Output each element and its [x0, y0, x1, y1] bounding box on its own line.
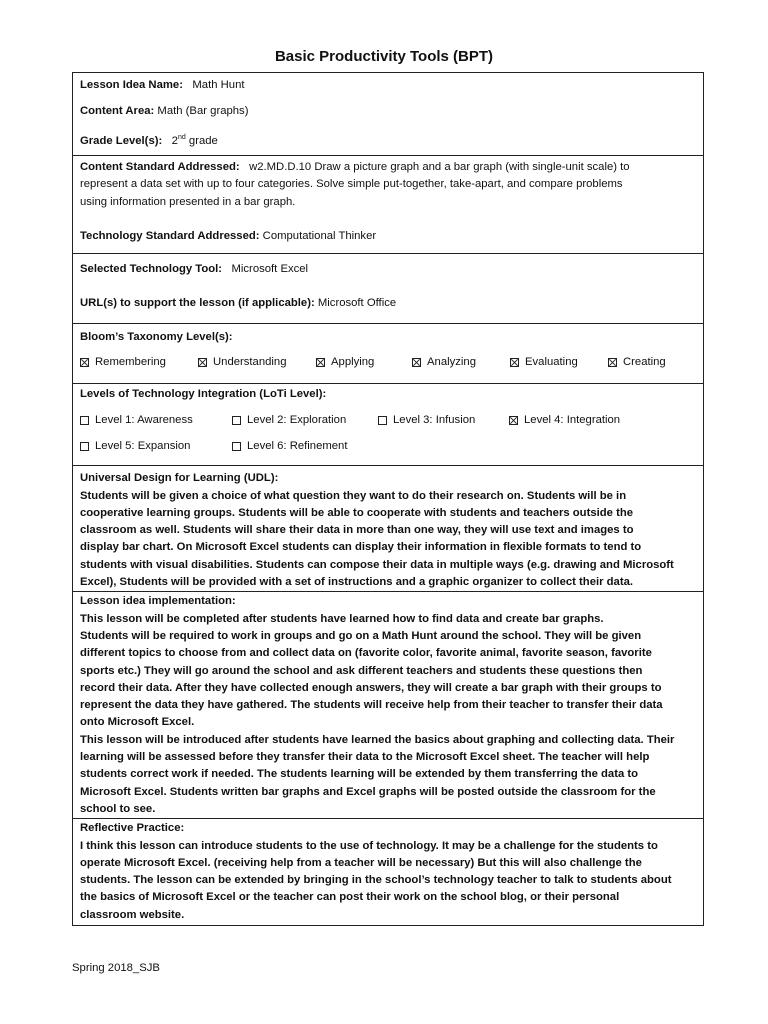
unchecked-box-icon [232, 416, 241, 425]
udl-line: classroom as well. Students will share their data in more than one way, they will use text and images to [80, 524, 634, 537]
content-standard-line-3: using information presented in a bar graph. [80, 195, 296, 208]
udl-line: Excel), Students will be provided with a set of instructions and a graphic organizer to collect their data. [80, 576, 634, 589]
grade-level-suffix-sup: nd [177, 134, 186, 141]
reflective-line: operate Microsoft Excel. (receiving help from a teacher will be necessary) But this will also challenge the [80, 856, 642, 869]
unchecked-box-icon [232, 442, 241, 451]
blooms-checkbox-understanding[interactable] [198, 354, 316, 371]
blooms-label-applying: Applying [331, 356, 375, 369]
implementation-line: Microsoft Excel. Students written bar graphs and Excel graphs will be posted outside the classroom for the [80, 785, 656, 798]
checked-box-icon [509, 416, 518, 425]
blooms-checkbox-evaluating[interactable] [510, 354, 608, 371]
loti-checkbox-level-1[interactable] [80, 412, 232, 429]
content-standard-line-1: w2.MD.D.10 Draw a picture graph and a bar graph (with single-unit scale) to [249, 161, 630, 173]
udl-line: students with visual disabilities. Students can compose their data in multiple ways (e.g. drawing and Microsoft [80, 558, 674, 571]
grade-level-word: grade [188, 134, 218, 147]
grade-level-label: Grade Level(s): [80, 134, 163, 147]
tool-value: Microsoft Excel [231, 263, 309, 276]
lesson-form [72, 72, 704, 926]
url-row [80, 295, 696, 312]
blooms-section [73, 323, 703, 384]
loti-checkbox-level-4[interactable] [509, 412, 620, 429]
reflective-section [73, 818, 703, 925]
implementation-line: sports etc.) They will go around the school and ask different teachers and students these questions then [80, 664, 643, 677]
loti-label: Levels of Technology Integration (LoTi Level): [80, 388, 327, 401]
page-title: Basic Productivity Tools (BPT) [274, 48, 494, 65]
loti-section [73, 383, 703, 465]
tech-standard-label: Technology Standard Addressed: [80, 229, 260, 242]
loti-label-level-6: Level 6: Refinement [247, 439, 348, 452]
url-label: URL(s) to support the lesson (if applicable): [80, 297, 315, 310]
blooms-label-creating: Creating [623, 356, 666, 369]
implementation-line: onto Microsoft Excel. [80, 716, 195, 729]
checked-box-icon [608, 358, 617, 367]
implementation-line: learning will be assessed before they transfer their data to the Microsoft Excel sheet. The teacher will help [80, 751, 650, 764]
tool-label: Selected Technology Tool: [80, 263, 223, 276]
lesson-idea-label: Lesson Idea Name: [80, 79, 183, 91]
udl-section [73, 465, 703, 591]
loti-label-level-5: Level 5: Expansion [95, 439, 191, 452]
loti-row-2 [80, 438, 696, 455]
checked-box-icon [510, 358, 519, 367]
content-area-row [80, 103, 696, 129]
standards-section [73, 155, 703, 253]
checked-box-icon [412, 358, 421, 367]
content-area-value: Math (Bar graphs) [157, 105, 249, 117]
implementation-line: school to see. [80, 802, 156, 815]
content-standard-line-2: represent a data set with up to four categories. Solve simple put-together, take-apart, and compare problems [80, 178, 623, 191]
implementation-line: students correct work if needed. The students learning will be extended by them transferring the data to [80, 768, 639, 781]
implementation-line: record their data. After they have collected enough answers, they will create a bar graph with their groups to [80, 681, 662, 694]
loti-label-level-1: Level 1: Awareness [95, 413, 193, 426]
tool-row [80, 261, 696, 278]
blooms-label-analyzing: Analyzing [427, 356, 476, 369]
blooms-checkbox-applying[interactable] [316, 354, 412, 371]
blooms-label-evaluating: Evaluating [525, 356, 578, 369]
reflective-label: Reflective Practice: [80, 822, 185, 835]
reflective-line: classroom website. [80, 908, 185, 921]
blooms-label-understanding: Understanding [213, 356, 287, 369]
lesson-idea-row [80, 77, 696, 103]
udl-line: Students will be given a choice of what question they want to do their research on. Students will be in [80, 489, 627, 502]
unchecked-box-icon [80, 416, 89, 425]
loti-checkbox-level-3[interactable] [378, 412, 509, 429]
lesson-idea-value: Math Hunt [192, 79, 245, 91]
grade-level-row [80, 129, 696, 149]
loti-checkbox-level-2[interactable] [232, 412, 378, 429]
loti-label-level-3: Level 3: Infusion [393, 413, 476, 426]
tool-section [73, 253, 703, 323]
implementation-line: This lesson will be introduced after students have learned the basics about graphing and collecting data. Their [80, 733, 675, 746]
blooms-checkbox-creating[interactable] [608, 354, 666, 371]
udl-line: cooperative learning groups. Students will be able to cooperate with students and teachers outside the [80, 506, 634, 519]
page-footer: Spring 2018_SJB [72, 962, 160, 974]
reflective-line: the basics of Microsoft Excel or the teacher can post their work on the school blog, or their personal [80, 891, 620, 904]
loti-checkbox-level-5[interactable] [80, 438, 232, 455]
loti-label-level-4: Level 4: Integration [524, 413, 621, 426]
loti-row-1 [80, 412, 696, 429]
unchecked-box-icon [80, 442, 89, 451]
udl-line: display bar chart. On Microsoft Excel students can display their information in flexible formats to tend to [80, 541, 642, 554]
tech-standard-value: Computational Thinker [262, 229, 377, 242]
implementation-label: Lesson idea implementation: [80, 595, 236, 608]
blooms-checkbox-remembering[interactable] [80, 354, 198, 371]
content-standard-label: Content Standard Addressed: [80, 161, 240, 173]
unchecked-box-icon [378, 416, 387, 425]
udl-label: Universal Design for Learning (UDL): [80, 472, 279, 485]
blooms-checkbox-row [80, 354, 696, 371]
grade-level-number: 2 [171, 134, 178, 147]
reflective-line: I think this lesson can introduce students to the use of technology. It may be a challenge for the students to [80, 839, 658, 852]
content-area-label: Content Area: [80, 105, 155, 117]
content-standard-row [80, 159, 696, 176]
tech-standard-row [80, 228, 696, 245]
loti-label-level-2: Level 2: Exploration [247, 413, 347, 426]
implementation-line: This lesson will be completed after students have learned how to find data and create bar graphs. [80, 612, 604, 625]
blooms-checkbox-analyzing[interactable] [412, 354, 510, 371]
implementation-line: represent the data they have gathered. The students will receive help from their teacher to transfer their data [80, 699, 663, 712]
url-value: Microsoft Office [317, 297, 397, 310]
blooms-label: Bloom’s Taxonomy Level(s): [80, 330, 233, 343]
checked-box-icon [316, 358, 325, 367]
implementation-section [73, 591, 703, 818]
checked-box-icon [80, 358, 89, 367]
implementation-line: Students will be required to work in groups and go on a Math Hunt around the school. They will be given [80, 629, 642, 642]
implementation-line: different topics to choose from and collect data on (favorite color, favorite animal, favorite season, favorite [80, 647, 652, 660]
blooms-label-remembering: Remembering [95, 356, 166, 369]
lesson-info-section [73, 73, 703, 155]
loti-checkbox-level-6[interactable] [232, 438, 347, 455]
reflective-line: students. The lesson can be extended by bringing in the school’s technology teacher to talk to students about [80, 874, 672, 887]
checked-box-icon [198, 358, 207, 367]
